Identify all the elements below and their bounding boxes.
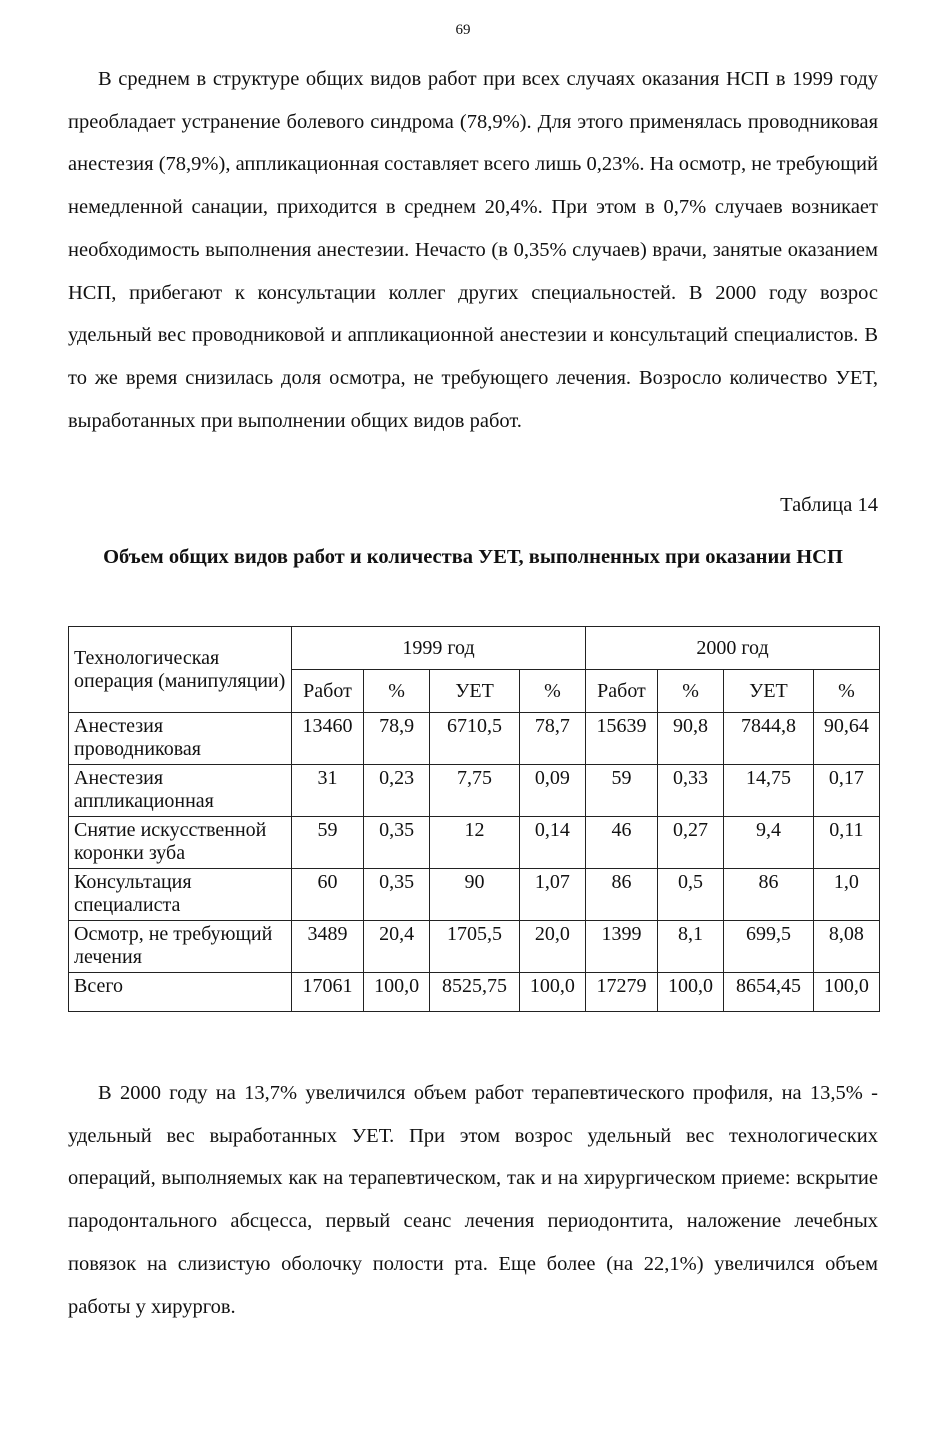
corner-header: Технологическая операция (манипуляции) xyxy=(69,627,292,713)
table-cell: 8654,45 xyxy=(724,973,814,1012)
table-cell: 8,08 xyxy=(813,921,879,973)
table-cell: 699,5 xyxy=(724,921,814,973)
table-cell: 3489 xyxy=(292,921,364,973)
row-label: Анестезия аппликационная xyxy=(69,765,292,817)
table-row xyxy=(69,713,880,765)
table-row xyxy=(69,817,880,869)
table-cell: 17279 xyxy=(585,973,657,1012)
table-cell: 0,09 xyxy=(519,765,585,817)
row-label: Всего xyxy=(69,973,292,1012)
table-cell: 86 xyxy=(724,869,814,921)
table-cell: 0,33 xyxy=(657,765,723,817)
table-header-row xyxy=(69,627,880,670)
table-cell: 60 xyxy=(292,869,364,921)
table-body xyxy=(69,713,880,1012)
table-cell: 0,35 xyxy=(364,869,430,921)
table-cell: 0,23 xyxy=(364,765,430,817)
table-cell: 7,75 xyxy=(430,765,520,817)
table-cell: 1705,5 xyxy=(430,921,520,973)
table-cell: 46 xyxy=(585,817,657,869)
paragraph-2: В 2000 году на 13,7% увеличился объем работ терапевтического профиля, на 13,5% - удельный вес выработанных УЕТ. При этом возрос удельный вес технологических операций, выполняемых как на терапевтическом, так и на хирургическом приеме: вскрытие пародонтального абсцесса, первый сеанс лечения периодонтита, наложение лечебных повязок на слизистую оболочку полости рта. Еще более (на 22,1%) увеличился объем работы у хирургов. xyxy=(68,1082,878,1318)
table-title: Объем общих видов работ и количества УЕТ, выполненных при оказании НСП xyxy=(103,546,843,568)
table-cell: 1399 xyxy=(585,921,657,973)
row-label: Осмотр, не требующий лечения xyxy=(69,921,292,973)
table-cell: 17061 xyxy=(292,973,364,1012)
table-cell: 7844,8 xyxy=(724,713,814,765)
table-cell: 78,9 xyxy=(364,713,430,765)
subheader-cell: % xyxy=(813,670,879,713)
table-cell: 86 xyxy=(585,869,657,921)
table-cell: 1,0 xyxy=(813,869,879,921)
table-cell: 100,0 xyxy=(364,973,430,1012)
table-cell: 59 xyxy=(585,765,657,817)
table-cell: 20,0 xyxy=(519,921,585,973)
table-cell: 8,1 xyxy=(657,921,723,973)
table-cell: 100,0 xyxy=(813,973,879,1012)
subheader-cell: % xyxy=(657,670,723,713)
table-cell: 20,4 xyxy=(364,921,430,973)
table-cell: 14,75 xyxy=(724,765,814,817)
data-table xyxy=(68,626,880,1012)
subheader-cell: Работ xyxy=(292,670,364,713)
table-cell: 0,5 xyxy=(657,869,723,921)
table-cell: 6710,5 xyxy=(430,713,520,765)
table-cell: 9,4 xyxy=(724,817,814,869)
table-label: Таблица 14 xyxy=(780,494,878,516)
table-cell: 0,17 xyxy=(813,765,879,817)
table-cell: 1,07 xyxy=(519,869,585,921)
table-cell: 90,8 xyxy=(657,713,723,765)
table-row xyxy=(69,869,880,921)
row-label: Снятие искусственной коронки зуба xyxy=(69,817,292,869)
table-cell: 78,7 xyxy=(519,713,585,765)
subheader-cell: % xyxy=(364,670,430,713)
table-cell: 0,14 xyxy=(519,817,585,869)
table-cell: 15639 xyxy=(585,713,657,765)
year-header-2000: 2000 год xyxy=(585,627,879,670)
row-label: Консультация специалиста xyxy=(69,869,292,921)
table-cell: 100,0 xyxy=(657,973,723,1012)
table-cell: 59 xyxy=(292,817,364,869)
table-cell: 8525,75 xyxy=(430,973,520,1012)
table-cell: 90,64 xyxy=(813,713,879,765)
table-cell: 90 xyxy=(430,869,520,921)
table-cell: 0,35 xyxy=(364,817,430,869)
table-row xyxy=(69,973,880,1012)
table-cell: 0,27 xyxy=(657,817,723,869)
table-cell: 13460 xyxy=(292,713,364,765)
table-cell: 12 xyxy=(430,817,520,869)
row-label: Анестезия проводниковая xyxy=(69,713,292,765)
table-cell: 31 xyxy=(292,765,364,817)
subheader-cell: Работ xyxy=(585,670,657,713)
table-row xyxy=(69,765,880,817)
year-header-1999: 1999 год xyxy=(292,627,586,670)
paragraph-1: В среднем в структуре общих видов работ при всех случаях оказания НСП в 1999 году преобладает устранение болевого синдрома (78,9%). Для этого применялась проводниковая анестезия (78,9%), аппликационная составляет всего лишь 0,23%. На осмотр, не требующий немедленной санации, приходится в среднем 20,4%. При этом в 0,7% случаев возникает необходимость выполнения анестезии. Нечасто (в 0,35% случаев) врачи, занятые оказанием НСП, прибегают к консультации коллег других специальностей. В 2000 году возрос удельный вес проводниковой и аппликационной анестезии и консультаций специалистов. В то же время снизилась доля осмотра, не требующего лечения. Возросло количество УЕТ, выработанных при выполнении общих видов работ. xyxy=(68,68,878,432)
subheader-cell: % xyxy=(519,670,585,713)
table-cell: 0,11 xyxy=(813,817,879,869)
subheader-cell: УЕТ xyxy=(430,670,520,713)
table-cell: 100,0 xyxy=(519,973,585,1012)
subheader-cell: УЕТ xyxy=(724,670,814,713)
page-number: 69 xyxy=(455,22,471,38)
table-row xyxy=(69,921,880,973)
